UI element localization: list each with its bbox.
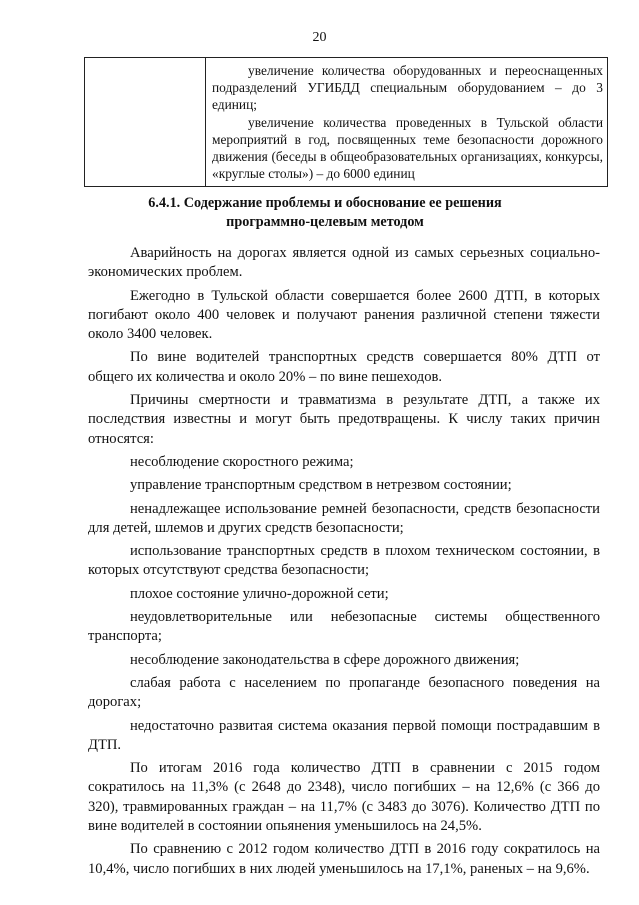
list-item: несоблюдение скоростного режима; [130,453,354,470]
table-row [85,58,608,187]
indicators-table [84,57,608,187]
paragraph: Ежегодно в Тульской области совершается более 2600 ДТП, в которых погибают около 400 человек и получают ранения различной степени тяжести около 3400 человек. [88,287,600,343]
list-item: управление транспортным средством в нетрезвом состоянии; [130,477,512,494]
list-item: несоблюдение законодательства в сфере дорожного движения; [130,651,520,668]
list-item: использование транспортных средств в плохом техническом состоянии, в которых отсутствуют средства безопасности; [88,543,600,579]
section-heading [100,194,550,232]
table-cell-paragraph: увеличение количества оборудованных и переоснащенных подразделений УГИБДД специальным оборудованием – до 3 единиц; [212,63,603,113]
page-number: 20 [312,30,327,45]
list-item: слабая работа с населением по пропаганде безопасного поведения на дорогах; [88,674,600,711]
table-cell-paragraph: увеличение количества проведенных в Тульской области мероприятий в год, посвященных теме безопасности дорожного движения (беседы в общеобразовательных организациях, конкурсы, «круглые столы») – до 6000 единиц [212,114,603,182]
list-item: неудовлетворительные или небезопасные системы общественного транспорта; [88,609,600,645]
list-item: недостаточно развитая система оказания первой помощи пострадавшим в ДТП. [88,717,600,753]
paragraph: Аварийность на дорогах является одной из самых серьезных социально-экономических проблем. [88,245,600,281]
section-heading-line: 6.4.1. Содержание проблемы и обоснование ее решения [148,195,502,211]
paragraph: По вине водителей транспортных средств совершается 80% ДТП от общего их количества и около 20% – по вине пешеходов. [88,349,600,385]
table-cell-text [206,58,608,187]
list-item: плохое состояние улично-дорожной сети; [130,585,389,602]
paragraph: По сравнению с 2012 годом количество ДТП в 2016 году сократилось на 10,4%, число погибших в них людей уменьшилось на 17,1%, раненых – на 9,6%. [88,841,600,877]
list-item: ненадлежащее использование ремней безопасности, средств безопасности для детей, шлемов и других средств безопасности; [88,500,600,536]
body-text [88,244,600,883]
paragraph: Причины смертности и травматизма в результате ДТП, а также их последствия известны и могут быть предотвращены. К числу таких причин относятся: [88,392,600,447]
table-cell-empty [85,58,206,187]
section-heading-line: программно-целевым методом [226,214,424,230]
paragraph: По итогам 2016 года количество ДТП в сравнении с 2015 годом сократилось на 11,3% (с 2648 до 2348), число погибших – на 12,6% (с 366 до 320), травмированных граждан – на 11,7% (с 3483 до 3076). Количество ДТП по вине водителей в состоянии опьянения уменьшилось на 24,5%. [88,760,600,835]
